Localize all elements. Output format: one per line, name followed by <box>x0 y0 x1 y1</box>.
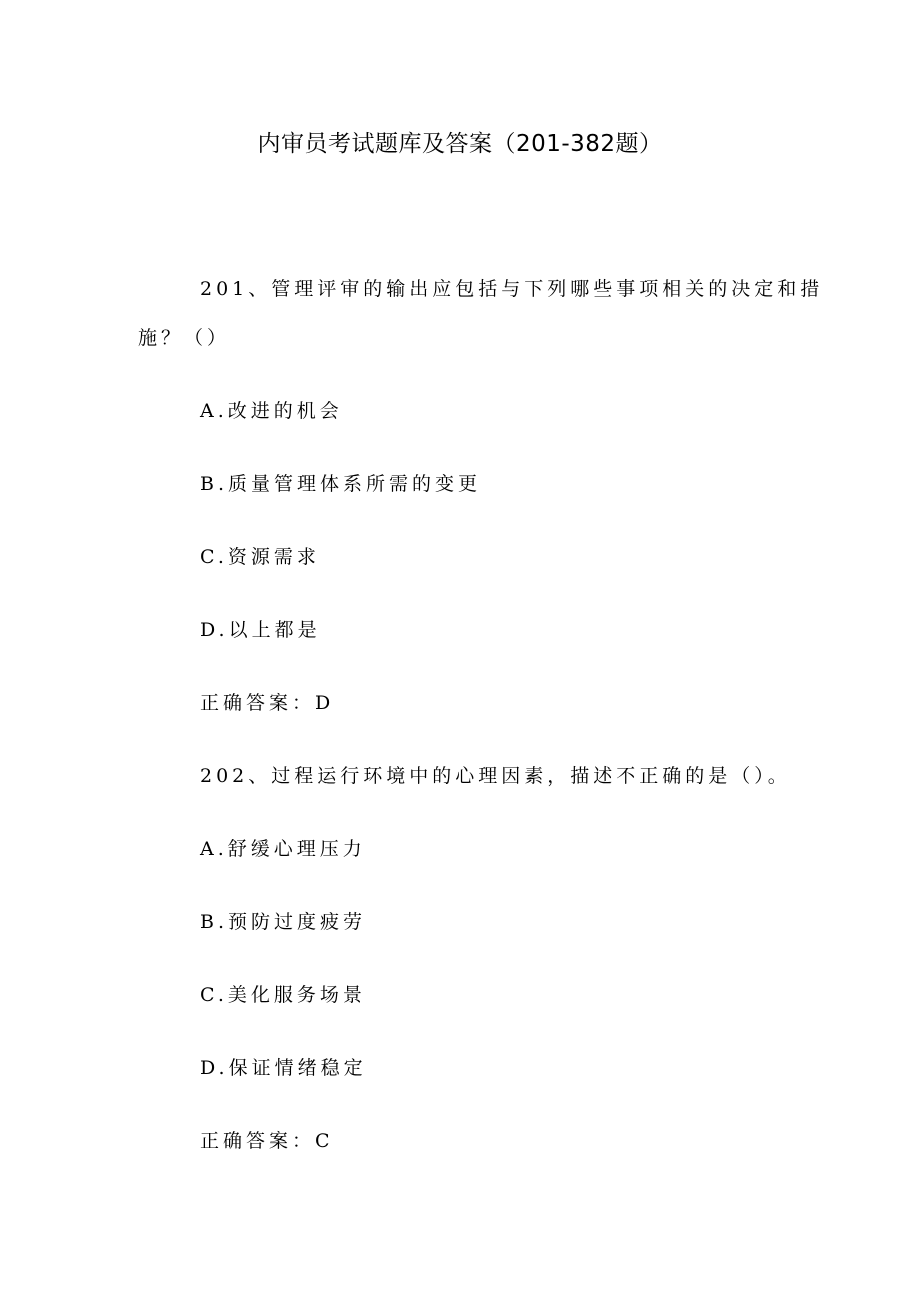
question-stem: 202、过程运行环境中的心理因素，描述不正确的是（）。 <box>200 765 791 787</box>
correct-answer: 正确答案：C <box>200 1130 334 1152</box>
option-c: C.美化服务场景 <box>200 984 366 1006</box>
question-stem: 201、管理评审的输出应包括与下列哪些事项相关的决定和措 <box>200 278 824 300</box>
page-title: 内审员考试题库及答案（201-382题） <box>257 131 663 157</box>
option-a: A.改进的机会 <box>200 400 343 422</box>
option-c: C.资源需求 <box>200 546 320 568</box>
option-b: B.质量管理体系所需的变更 <box>200 473 482 495</box>
option-a: A.舒缓心理压力 <box>200 838 366 860</box>
option-d: D.以上都是 <box>200 619 321 641</box>
correct-answer: 正确答案：D <box>200 692 335 714</box>
option-d: D.保证情绪稳定 <box>200 1057 367 1079</box>
question-stem-continuation: 施？（） <box>138 327 231 349</box>
option-b: B.预防过度疲劳 <box>200 911 367 933</box>
